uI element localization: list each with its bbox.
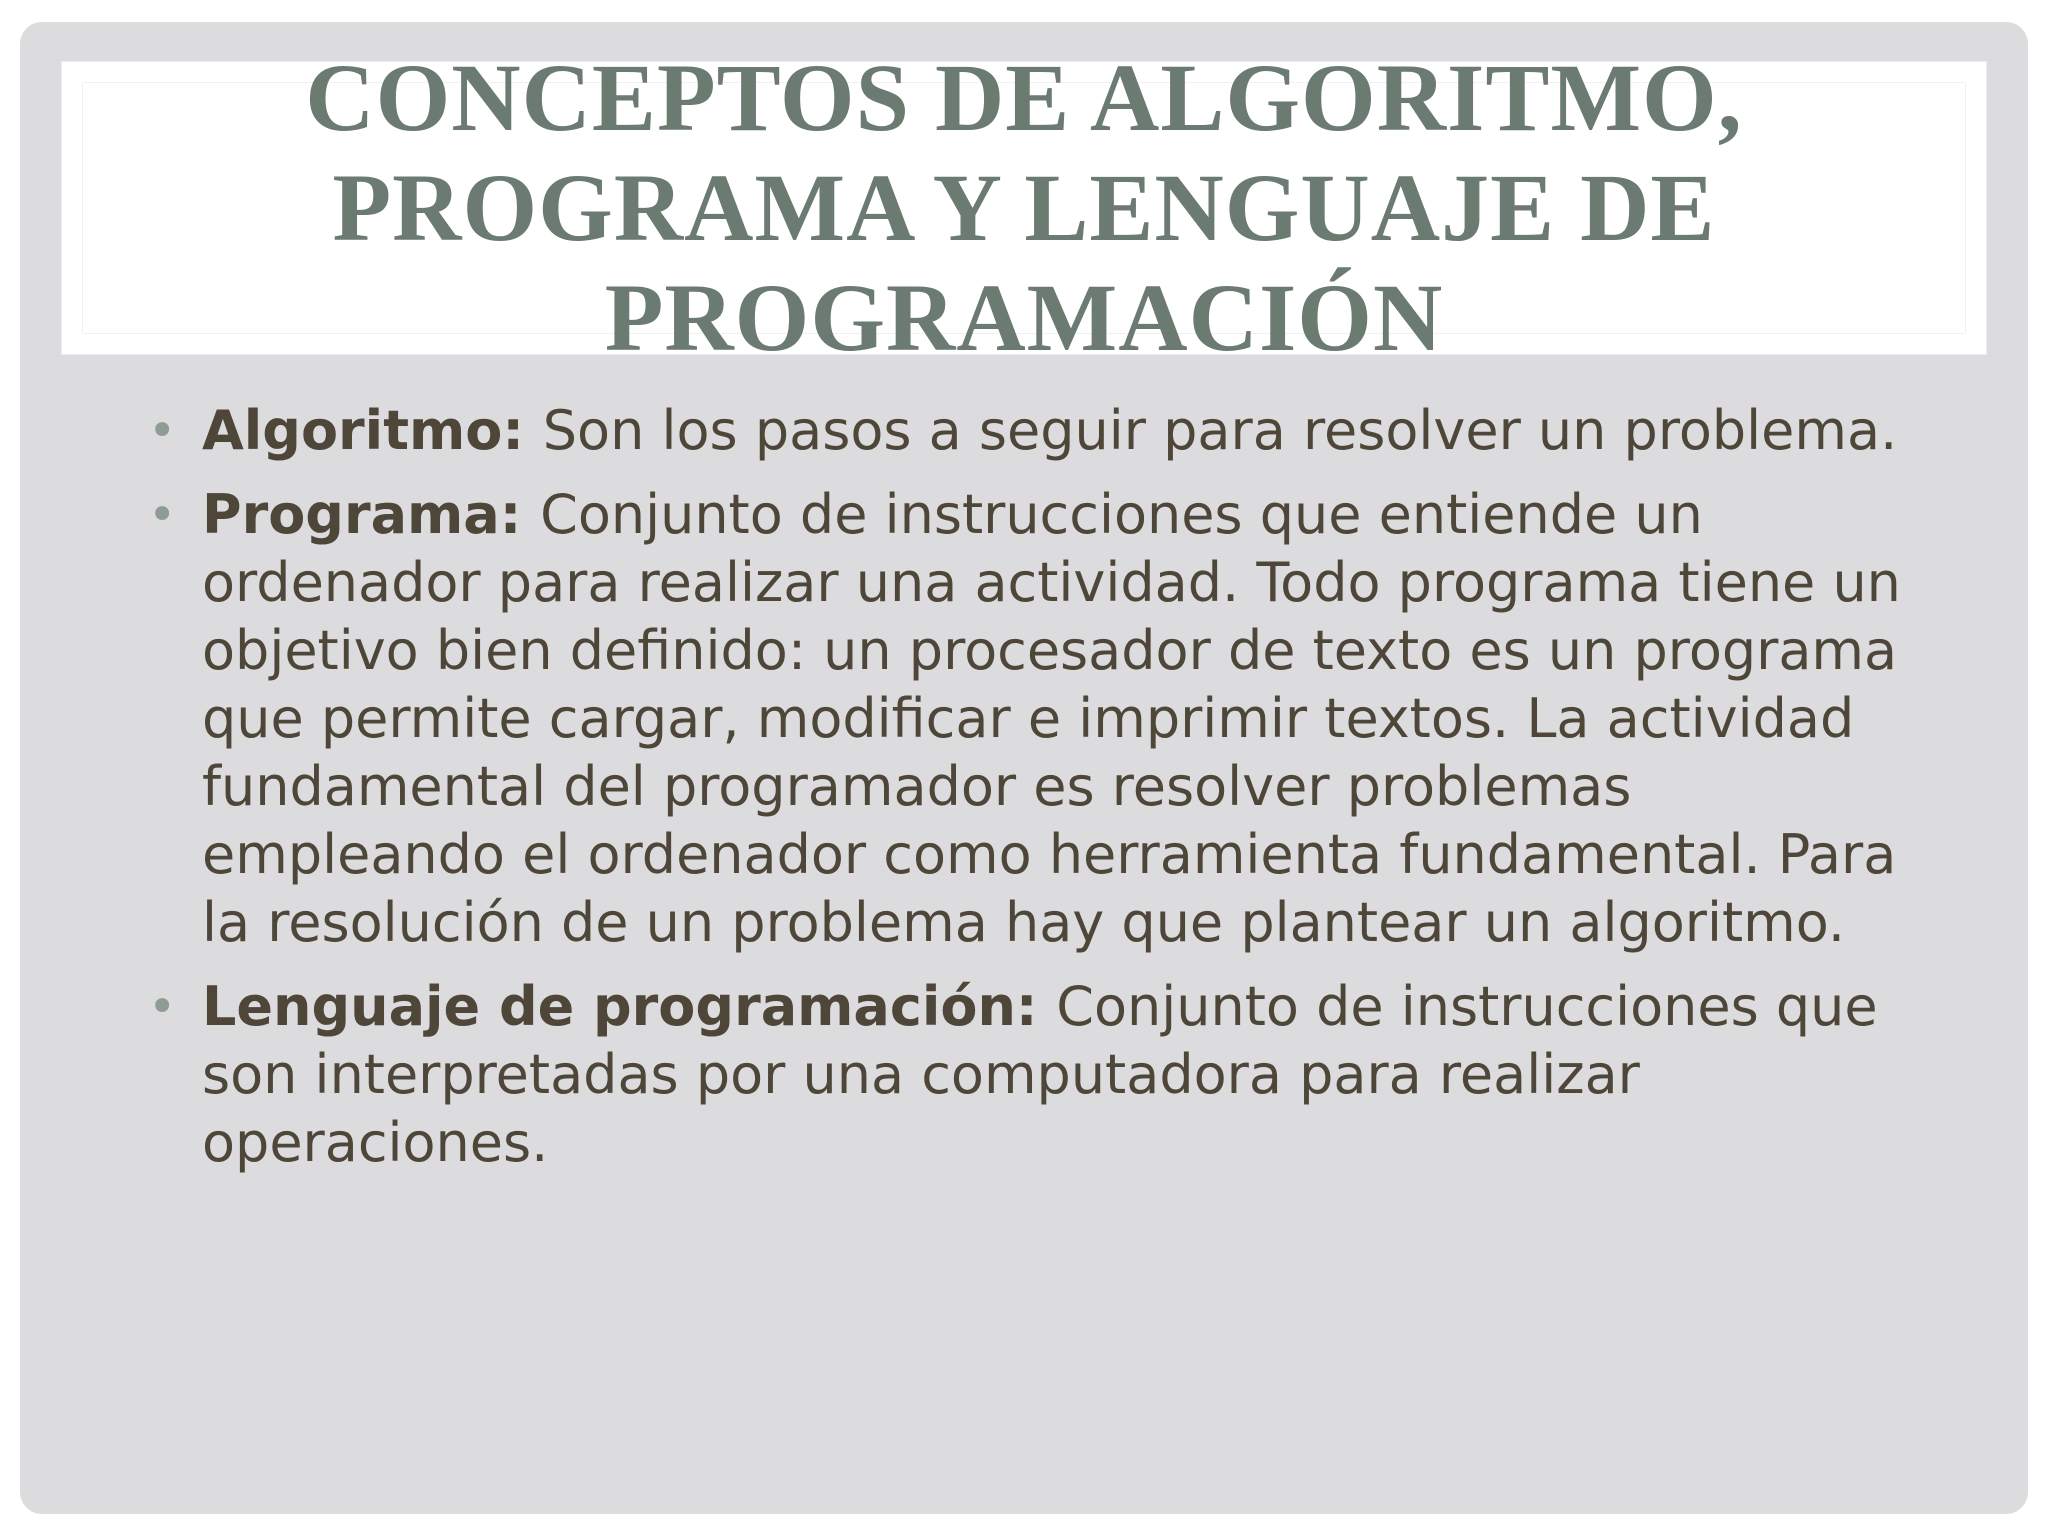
bullet-item-lenguaje [138,973,1928,1177]
bullet-item-programa [138,481,1928,957]
bullet-icon: • [148,979,177,1035]
bullet-text: Son los pasos a seguir para resolver un problema. [542,399,1898,462]
slide-title: CONCEPTOS DE ALGORITMO, PROGRAMA Y LENGUAJE DE PROGRAMACIÓN [305,44,1743,371]
bullet-icon: • [148,487,177,543]
slide [20,22,2028,1514]
bullet-item-algoritmo [138,397,1928,465]
bullet-icon: • [148,403,177,459]
bullet-term: Programa: [202,483,541,546]
slide-content [138,397,1928,1193]
title-box [62,44,1986,371]
bullet-term: Algoritmo: [202,399,543,462]
bullet-text: Conjunto de instrucciones que entiende un ordenador para realizar una actividad. Todo programa tiene un objetivo bien definido: un procesador de texto es un programa que permite cargar, modificar e imprimir textos. La actividad fundamental del programador es resolver problemas empleando el ordenador como herramienta fundamental. Para la resolución de un problema hay que plantear un algoritmo. [202,483,1901,954]
bullet-list [138,397,1928,1177]
title-frame [82,44,1966,371]
bullet-term: Lenguaje de programación: [202,975,1057,1038]
bullet-text: Conjunto de instrucciones que son interpretadas por una computadora para realizar operaciones. [202,975,1878,1174]
